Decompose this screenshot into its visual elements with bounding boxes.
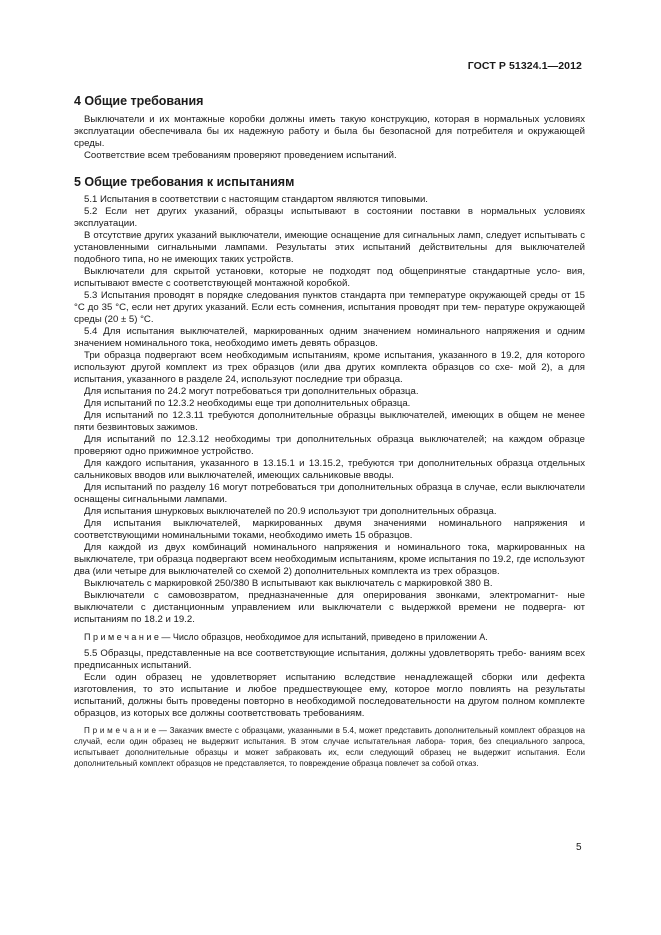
page-number: 5 <box>576 842 582 853</box>
note-text: — Число образцов, необходимое для испытаний, приведено в приложении А. <box>158 632 488 642</box>
paragraph: Для испытания выключателей, маркированных двумя значениями номинального напряжения и соответствующими номинальными токами, необходимо иметь 15 образцов. <box>74 518 585 541</box>
paragraph: Если один образец не удовлетворяет испытанию вследствие ненадлежащей сборки или дефекта изготовления, то это испытание и любое предшествующее ему, которое могло повлиять на результаты испытаний, должны быть проведены повторно в необходимой последовательности на другом полном комплекте образцов, из которых все должны соответствовать требованиям. <box>74 672 585 719</box>
page-content <box>74 93 585 774</box>
paragraph: 5.1 Испытания в соответствии с настоящим стандартом являются типовыми. <box>84 194 428 205</box>
section-5-title: 5 Общие требования к испытаниям <box>74 175 295 189</box>
paragraph: Выключатели для скрытой установки, которые не подходят под общепринятые стандартные усло- вия, испытывают вместе с соответствующей монтажной коробкой. <box>74 266 585 289</box>
paragraph: Три образца подвергают всем необходимым испытаниям, кроме испытания, указанного в 19.2, для которого используют другой комплект из трех образцов (или два других комплекта образцов со схе- мой 2), а для испытания, указанного в разделе 24, используют последние три образца. <box>74 350 585 385</box>
paragraph: Для испытаний по 12.3.2 необходимы еще три дополнительных образца. <box>84 398 411 409</box>
paragraph: Для испытаний по 12.3.12 необходимы три дополнительных образца выключателей; на каждом образце проверяют одно прижимное устройство. <box>74 434 585 457</box>
document-header: ГОСТ Р 51324.1—2012 <box>467 60 582 72</box>
paragraph: Для испытаний по разделу 16 могут потребоваться три дополнительных образца в случае, если выключатели оснащены сигнальными лампами. <box>74 482 585 505</box>
paragraph: Для испытания шнурковых выключателей по 20.9 используют три дополнительных образца. <box>84 506 497 517</box>
paragraph: 5.5 Образцы, представленные на все соответствующие испытания, должны удовлетворять требо- ваниям всех предписанных испытаний. <box>74 648 585 671</box>
paragraph: 5.3 Испытания проводят в порядке следования пунктов стандарта при температуре окружающей среды от 15 °С до 35 °С, если нет других указаний. Если есть сомнения, испытания проводят при тем- пературе окружающей среды (20 ± 5) °С. <box>74 290 585 325</box>
note-label: П р и м е ч а н и е <box>84 632 159 642</box>
section-4-paragraph: Выключатели и их монтажные коробки должны иметь такую конструкцию, которая в нормальных условиях эксплуатации обеспечивала бы их надежную работу и была бы безопасной для потребителя и окружающей среды. <box>74 114 585 149</box>
paragraph: 5.4 Для испытания выключателей, маркированных одним значением номинального напряжения и одним значением номинального тока, необходимо иметь девять образцов. <box>74 326 585 349</box>
paragraph: В отсутствие других указаний выключатели, имеющие оснащение для сигнальных ламп, следует испытывать с установленными сигнальными лампами. Результаты этих испытаний действительны для выключателей подобного типа, но не имеющих таких устройств. <box>74 230 585 265</box>
note-label: П р и м е ч а н и е <box>84 726 157 735</box>
paragraph: Для испытаний по 12.3.11 требуются дополнительные образцы выключателей, имеющих в общем не менее пяти безвинтовых зажимов. <box>74 410 585 433</box>
paragraph: Для испытания по 24.2 могут потребоваться три дополнительных образца. <box>84 386 419 397</box>
paragraph: 5.2 Если нет других указаний, образцы испытывают в состоянии поставки в нормальных условиях эксплуатации. <box>74 206 585 229</box>
paragraph: Выключатель с маркировкой 250/380 В испытывают как выключатель с маркировкой 380 В. <box>84 578 493 589</box>
paragraph: Для каждой из двух комбинаций номинального напряжения и номинального тока, маркированных на выключателе, три образца подвергают всем необходимым испытаниям, кроме испытания по 19.2, где используют два (или четыре для выключателей со схемой 2) дополнительных комплекта из трех образцов. <box>74 542 585 577</box>
note-2 <box>74 725 585 769</box>
section-4-title: 4 Общие требования <box>74 94 204 108</box>
paragraph: Выключатели с самовозвратом, предназначенные для оперирования звонками, электромагнит- ные выключатели с дистанционным управлением или выключатели с выдержкой времени не подверга- ют испытаниям по 18.2 и 19.2. <box>74 590 585 625</box>
note-1 <box>74 631 585 643</box>
note-text: — Заказчик вместе с образцами, указанными в 5.4, может представить дополнительный комплект образцов на случай, если один образец не выдержит испытания. В этом случае испытательная лабора- тория, без специального запроса, испытывает дополнительные образцы и может забраковать их, если следующий образец не выдержит испытания. Если дополнительный комплект образцов не представляется, то повреждение образца повлечет за собой отказ. <box>74 726 585 768</box>
section-4-paragraph: Соответствие всем требованиям проверяют проведением испытаний. <box>84 150 397 161</box>
paragraph: Для каждого испытания, указанного в 13.15.1 и 13.15.2, требуются три дополнительных образца отдельных сальниковых вводов или выключателей, имеющих сальниковые вводы. <box>74 458 585 481</box>
